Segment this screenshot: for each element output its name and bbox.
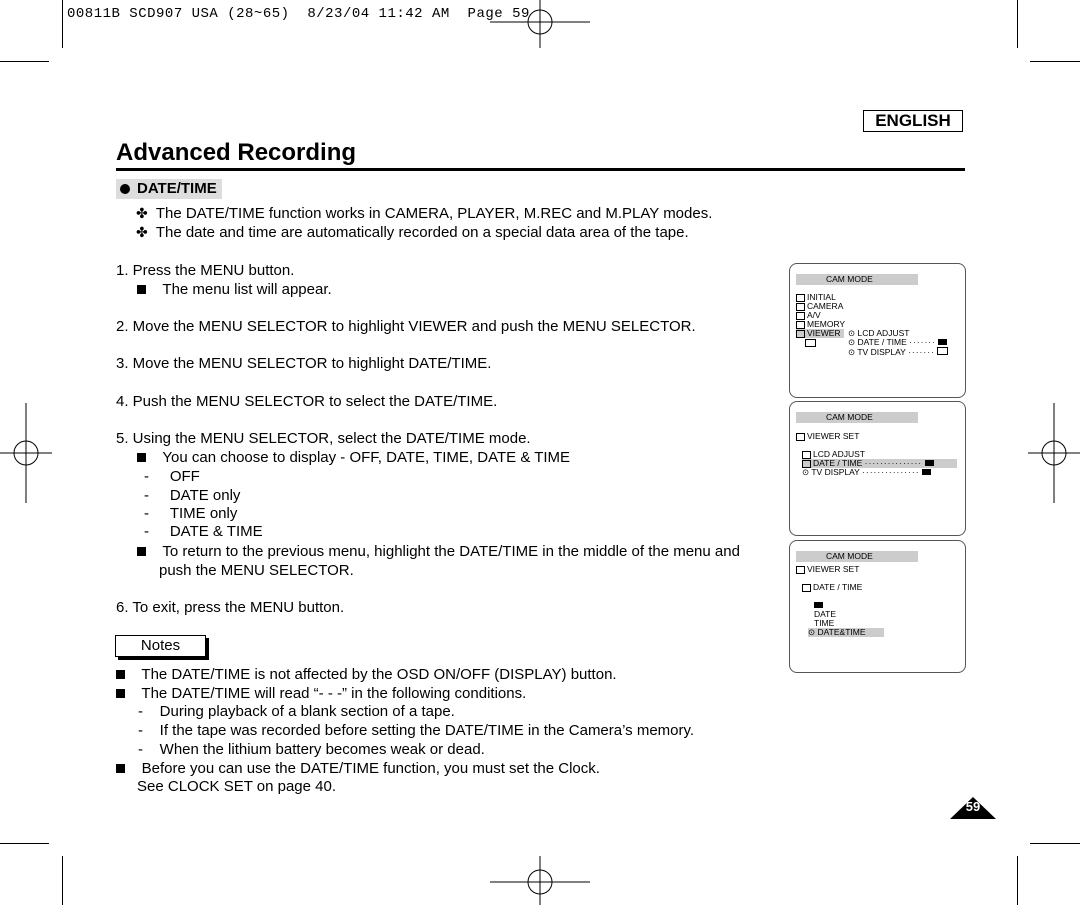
intro-line: [136, 224, 689, 241]
square-bullet-icon: [116, 764, 125, 773]
note-text: The DATE/TIME is not affected by the OSD ON/OFF (DISPLAY) button.: [141, 666, 617, 683]
language-tab: ENGLISH: [863, 110, 963, 132]
note-item: [116, 666, 617, 683]
intro-text: The DATE/TIME function works in CAMERA, PLAYER, M.REC and M.PLAY modes.: [155, 205, 713, 222]
submenu-header-label: DATE / TIME: [813, 582, 863, 592]
menu-screen-3: [789, 540, 966, 673]
cross-bullet-icon: ✤: [136, 224, 148, 240]
submenu-item: ⊙ LCD ADJUST: [848, 328, 910, 338]
screen-mode-label: CAM MODE: [796, 551, 918, 562]
intro-text: The date and time are automatically recorded on a special data area of the tape.: [155, 224, 689, 241]
intro-line: [136, 205, 712, 222]
menu-header-label: VIEWER SET: [807, 564, 860, 574]
submenu-item: ⊙ DATE / TIME ·······: [848, 338, 947, 347]
setting-icon: [922, 469, 931, 475]
square-bullet-icon: [116, 689, 125, 698]
submenu-label: LCD ADJUST: [813, 449, 865, 459]
note-text: Before you can use the DATE/TIME function, you must set the Clock.: [141, 760, 600, 777]
setting-icon: [938, 339, 947, 345]
menu-header: [796, 432, 859, 441]
step-3: 3. Move the MENU SELECTOR to highlight DATE/TIME.: [116, 355, 492, 372]
screen-mode-label: CAM MODE: [796, 274, 918, 285]
menu-item-label: VIEWER: [807, 328, 841, 338]
step-5-sub2-cont: push the MENU SELECTOR.: [159, 562, 354, 579]
submenu-label: TV DISPLAY: [857, 347, 906, 357]
title-rule: [116, 168, 965, 171]
square-bullet-icon: [137, 285, 146, 294]
submenu-label: TV DISPLAY: [811, 467, 860, 477]
page-number: 59: [965, 799, 981, 814]
section-heading: [116, 179, 222, 199]
step-5-sub-text: You can choose to display - OFF, DATE, TIME, DATE & TIME: [162, 449, 571, 466]
square-bullet-icon: [137, 453, 146, 462]
option-item: DATE: [814, 609, 837, 619]
bullet-icon: [120, 184, 130, 194]
submenu-label: DATE / TIME: [857, 337, 907, 347]
submenu-label: DATE / TIME: [813, 458, 863, 468]
screen-mode-label: CAM MODE: [796, 412, 918, 423]
option-text: TIME only: [169, 505, 238, 522]
viewer-icon: [796, 330, 805, 338]
step-1-sub-text: The menu list will appear.: [162, 281, 332, 298]
av-icon: [796, 312, 805, 320]
setting-icon: [925, 460, 934, 466]
camera-icon: [796, 303, 805, 311]
step-5: 5. Using the MENU SELECTOR, select the DATE/TIME mode.: [116, 430, 531, 447]
step-2: 2. Move the MENU SELECTOR to highlight VIEWER and push the MENU SELECTOR.: [116, 318, 696, 335]
menu-screen-2: [789, 401, 966, 536]
off-icon: [814, 602, 823, 608]
note-sub-text: When the lithium battery becomes weak or dead.: [159, 741, 485, 758]
lcd-icon: [802, 451, 811, 459]
menu-icon-small: [805, 339, 816, 349]
section-title: DATE/TIME: [137, 180, 217, 197]
clock-icon: [802, 584, 811, 592]
note-text: The DATE/TIME will read “- - -” in the following conditions.: [141, 685, 527, 702]
submenu-label: LCD ADJUST: [857, 328, 910, 338]
submenu-item-selected: DATE / TIME ···············: [802, 459, 957, 468]
menu-header-label: VIEWER SET: [807, 431, 860, 441]
menu-screen-1: [789, 263, 966, 398]
menu-item-label: MEMORY: [807, 319, 846, 329]
step-1-sub: [137, 281, 332, 298]
menu-icon: [796, 294, 805, 302]
option-label: DATE&TIME: [817, 627, 866, 637]
submenu-header: [802, 583, 862, 592]
option-item: - DATE only: [144, 487, 241, 504]
menu-header: [796, 565, 859, 574]
option-item: - TIME only: [144, 505, 238, 522]
note-sub: - When the lithium battery becomes weak or dead.: [138, 741, 485, 758]
square-bullet-icon: [116, 670, 125, 679]
submenu-item: ⊙ TV DISPLAY ·······: [848, 347, 948, 357]
submenu-item: ⊙ TV DISPLAY ···············: [802, 468, 931, 477]
step-4: 4. Push the MENU SELECTOR to select the DATE/TIME.: [116, 393, 498, 410]
step-5-sub2: [137, 543, 740, 560]
menu-item-label: INITIAL: [807, 292, 836, 302]
page-title: Advanced Recording: [116, 139, 357, 166]
option-item: TIME: [814, 618, 835, 628]
viewer-icon: [796, 433, 805, 441]
note-sub: - If the tape was recorded before setting the DATE/TIME in the Camera’s memory.: [138, 722, 695, 739]
viewer-icon: [796, 566, 805, 574]
step-5-sub: [137, 449, 570, 466]
setting-icon: [937, 347, 948, 355]
note-item: [116, 685, 526, 702]
step-5-sub2-text: To return to the previous menu, highlight the DATE/TIME in the middle of the menu and: [162, 543, 740, 560]
option-text: OFF: [169, 468, 200, 485]
step-1: 1. Press the MENU button.: [116, 262, 295, 279]
option-item-selected: ⊙ DATE&TIME: [808, 628, 884, 637]
option-text: DATE & TIME: [169, 523, 263, 540]
note-cont: See CLOCK SET on page 40.: [137, 778, 337, 795]
note-sub-text: During playback of a blank section of a tape.: [159, 703, 455, 720]
step-6: 6. To exit, press the MENU button.: [116, 599, 345, 616]
cross-bullet-icon: ✤: [136, 205, 148, 221]
option-item: - DATE & TIME: [144, 523, 263, 540]
square-bullet-icon: [137, 547, 146, 556]
memory-icon: [796, 321, 805, 329]
menu-item-label: CAMERA: [807, 301, 844, 311]
note-item: [116, 760, 600, 777]
notes-label: Notes: [115, 635, 206, 657]
option-item: - OFF: [144, 468, 200, 485]
menu-item-selected: [796, 329, 844, 338]
note-sub: - During playback of a blank section of a tape.: [138, 703, 455, 720]
print-header: 00811B SCD907 USA (28~65) 8/23/04 11:42 AM Page 59: [67, 6, 530, 22]
note-sub-text: If the tape was recorded before setting the DATE/TIME in the Camera’s memory.: [159, 722, 695, 739]
screen-icon: [805, 339, 816, 347]
menu-item-label: A/V: [807, 310, 821, 320]
option-text: DATE only: [169, 487, 241, 504]
